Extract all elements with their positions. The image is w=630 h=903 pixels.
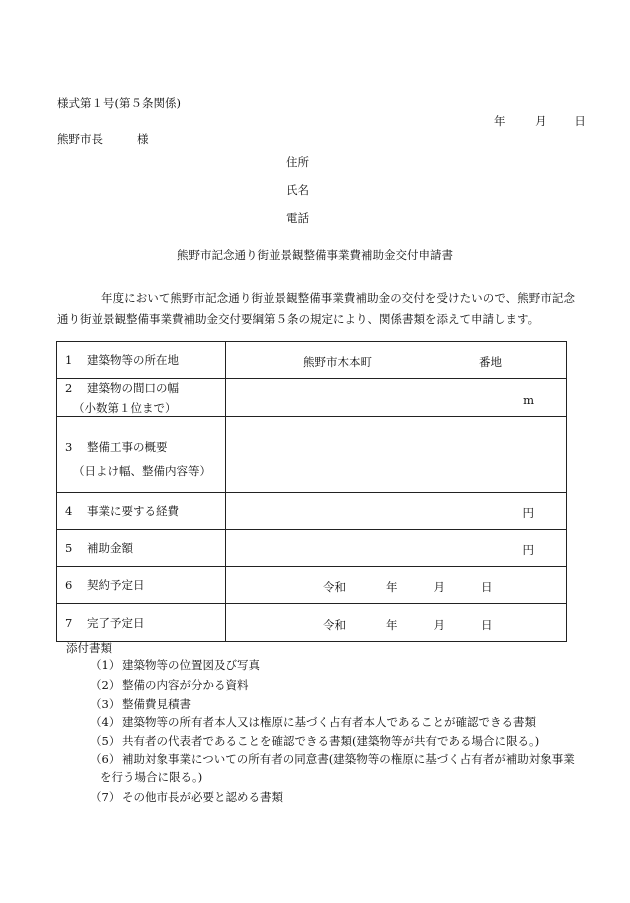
recipient-honorific: 様	[137, 132, 149, 146]
applicant-phone-label: 電話	[286, 211, 309, 225]
date-line	[494, 116, 586, 128]
table-row	[57, 342, 567, 379]
contract-date-text: 令和 年 月 日	[323, 580, 493, 594]
intro-paragraph: 年度において熊野市記念通り街並景観整備事業費補助金の交付を受けたいので、熊野市記念通り街並景観整備事業費補助金交付要綱第５条の規定により、関係書類を添えて申請します。	[57, 291, 575, 326]
attachment-item: （5） 共有者の代表者であることを確認できる書類(建築物等が共有である場合に限る。)	[90, 734, 540, 748]
application-table	[56, 341, 567, 642]
width-field[interactable]	[226, 379, 567, 417]
document-title: 熊野市記念通り街並景観整備事業費補助金交付申請書	[177, 248, 453, 262]
table-row	[57, 530, 567, 567]
table-row	[57, 604, 567, 642]
attachment-item: （6） 補助対象事業についての所有者の同意書(建築物等の権原に基づく占有者が補助対象事業	[90, 752, 575, 766]
date-day: 日	[574, 114, 586, 128]
row-label-text: 建築物等の所在地	[87, 353, 179, 367]
cost-field[interactable]	[226, 493, 567, 530]
recipient-name: 熊野市長	[57, 132, 103, 146]
subsidy-amount-field[interactable]	[226, 530, 567, 567]
completion-date-field[interactable]	[226, 604, 567, 642]
row-number: 4	[65, 504, 73, 518]
unit-yen: 円	[522, 506, 534, 520]
row-number: 1	[65, 353, 73, 367]
banchi-text: 番地	[479, 355, 502, 369]
attachment-item: （2） 整備の内容が分かる資料	[90, 678, 249, 692]
attachment-item: （3） 整備費見積書	[90, 697, 191, 711]
completion-date-text: 令和 年 月 日	[323, 618, 493, 632]
city-text: 熊野市木本町	[303, 355, 372, 369]
table-row	[57, 417, 567, 493]
attachment-item: （7） その他市長が必要と認める書類	[90, 790, 283, 804]
table-row	[57, 567, 567, 604]
row-label	[57, 417, 226, 493]
work-summary-field[interactable]	[226, 417, 567, 493]
row-number: 6	[65, 578, 73, 592]
row-label	[57, 493, 226, 530]
form-number: 様式第１号(第５条関係)	[57, 96, 181, 110]
row-sublabel: （小数第１位まで）	[73, 400, 177, 415]
applicant-address-label: 住所	[286, 155, 309, 169]
row-label	[57, 567, 226, 604]
row-label-text: 建築物の間口の幅	[87, 380, 179, 395]
attachment-item: （1） 建築物等の位置図及び写真	[90, 658, 260, 672]
row-label	[57, 530, 226, 567]
row-label-text: 補助金額	[87, 541, 133, 555]
row-label	[57, 379, 226, 417]
date-month: 月	[535, 114, 547, 128]
recipient	[57, 134, 149, 146]
attachment-item: （4） 建築物等の所有者本人又は権原に基づく占有者本人であることが確認できる書類	[90, 715, 536, 729]
row-number: 5	[65, 541, 73, 555]
table-row	[57, 493, 567, 530]
attachments-heading: 添付書類	[66, 641, 112, 655]
applicant-name-label: 氏名	[286, 183, 309, 197]
location-field[interactable]	[226, 342, 567, 379]
date-year: 年	[494, 114, 506, 128]
row-label	[57, 342, 226, 379]
row-label-text: 事業に要する経費	[87, 504, 179, 518]
row-number: 2	[65, 380, 73, 395]
contract-date-field[interactable]	[226, 567, 567, 604]
row-sublabel: （日よけ幅、整備内容等）	[73, 464, 211, 478]
attachment-item-continuation: を行う場合に限る。)	[100, 770, 203, 784]
unit-meter: m	[523, 393, 534, 407]
row-label-text: 契約予定日	[87, 578, 145, 592]
table-row	[57, 379, 567, 417]
row-label-text: 整備工事の概要	[87, 440, 168, 454]
row-label	[57, 604, 226, 642]
unit-yen: 円	[522, 543, 534, 557]
row-number: 3	[65, 440, 73, 454]
row-number: 7	[65, 615, 73, 630]
row-label-text: 完了予定日	[87, 615, 145, 630]
